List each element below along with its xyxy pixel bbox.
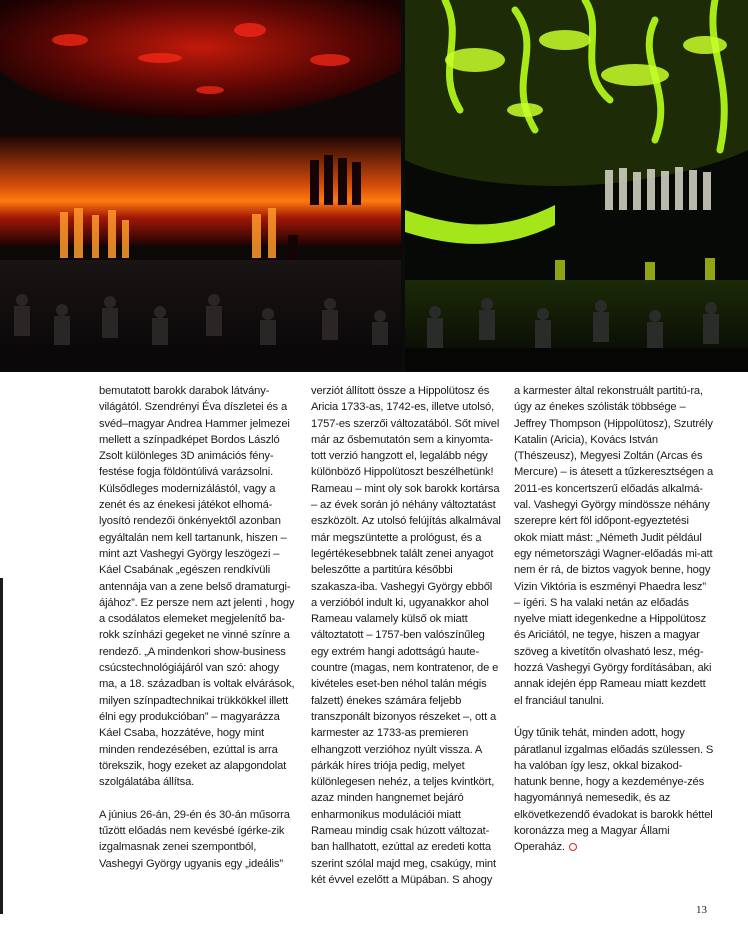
paragraph-final bbox=[514, 725, 714, 855]
page-edge-bar bbox=[0, 578, 3, 914]
paragraph: verziót állított össze a Hippolütosz és Aricia 1733-as, 1742-es, illetve utolsó, 1757-es szerzői változatából. Sőt mivel már az ősbemutatón sem a kinyomta-tott verzió hangzott el, legalább négy különböző Hippolütoszt beszélhetünk! Rameau – mint oly sok barokk kortársa – az évek során jó néhány változtatást eszközölt. Az utolsó felújítás alkalmával már megszüntette a prológust, és a legértékesebbnek talált zenei anyagot beleszőtte a partitúra későbbi szakasza-iba. Vashegyi György ebből a verzióból indult ki, ugyanakkor ahol Rameau valamely külső ok miatt változtatott – 1757-ben valószínűleg egy extrém hangi adottságú haute-countre (magas, nem kontratenor, de e kivételes eset-ben néhol talán mégis falzett) énekes számára feljebb transzponált bizonyos részeket –, ott a karmester az 1733-as premieren elhangzott verzióhoz nyúlt vissza. A párkák híres triója pedig, melyet különlegesen nehéz, a teljes kvintkört, azaz minden hangnemet bejáró enharmonikus modulációi miatt Rameau mindig csak húzott változat-ban hallhatott, ezúttal az eredeti kotta szerint szólal majd meg, csakúgy, mint két évvel ezelőtt a Müpában. S ahogy bbox=[311, 385, 501, 886]
stage-scene-green-illustration bbox=[405, 0, 748, 372]
stage-photo-red bbox=[0, 0, 401, 372]
stage-photo-green bbox=[405, 0, 748, 372]
article-column-1 bbox=[99, 383, 299, 872]
stage-scene-red-illustration bbox=[0, 0, 401, 372]
paragraph-final-text: Úgy tűnik tehát, minden adott, hogy páratlanul izgalmas előadás szülessen. S ha valóban így lesz, okkal bizakod-hatunk benne, hogy a kezdeménye-zés hagyománnyá nemesedik, és az elkövetkezendő évadokat is barokk héttel koronázza meg a Magyar Állami Operaház. bbox=[514, 727, 714, 854]
page-number: 13 bbox=[696, 904, 707, 916]
paragraph: A június 26-án, 29-én és 30-án műsorra tűzött előadás nem kevésbé ígérke-zik izgalmasnak zenei szempontból, Vashegyi György ugyanis egy „ideális” bbox=[99, 808, 290, 870]
article-column-2 bbox=[311, 383, 501, 888]
paragraph: a karmester által rekonstruált partitú-ra, úgy az énekes szólisták többsége – Jeffrey Thompson (Hippolütosz), Szutrély Katalin (Aricia), Kovács István (Thészeusz), Megyesi Zoltán (Arcas és Mercure) – is átesett a tűzkeresztségen a 2011-es koncertszerű előadás alkalmá-val. Vashegyi György mindössze néhány szerepre kért föl időpont-egyeztetési okok miatt mást: „Németh Judit például egy németországi Wagner-előadás mi-att nem ér rá, de biztos vagyok benne, hogy Vizin Viktória is eszményi Phaedra lesz” – ígéri. S ha valaki netán az előadás nyelve miatt idegenkedne a Hippolütosz és Ariciától, ne tegye, hiszen a magyar szöveg a kivetítőn olvasható lesz, még-hozzá Vashegyi György fordításában, aki annak idején épp Rameau miatt kezdett el franciául tanulni. bbox=[514, 385, 714, 707]
paragraph: bemutatott barokk darabok látvány-világától. Szendrényi Éva díszletei és a svéd–magyar Andrea Hammer jelmezei mellett a színpadképet Bordos László Zsolt különleges 3D animációs fény-festése fogja földöntúlivá varázsolni. Külsődleges modernizálástól, vagy a zenét és az énekesi játékot elhomá-lyosító rendezői önkényektől azonban egyáltalán nem kell tartanunk, hiszen – mint azt Vashegyi György leszögezi – Káel Csabának „egészen rendkívüli antennája van a zene belső dramaturgi-ájához”. Ez persze nem azt jelenti , hogy a csodálatos elemeket megjelenítő ba-rokk színházi gegeket ne vinné színre a rendező. „A mindenkori show-business csúcstechnológiájáról van szó: ahogy ma, a 18. században is voltak elvárások, milyen színpadtechnikai trükkökkel illett élni egy produkcióban” – magyarázza Káel Csaba, hozzátéve, hogy mint minden rendezésében, ezúttal is arra törekszik, hogy ezeket az alapgondolat szolgálatába állítsa. bbox=[99, 385, 295, 789]
end-mark-icon bbox=[569, 843, 577, 851]
article-column-3 bbox=[514, 383, 714, 856]
